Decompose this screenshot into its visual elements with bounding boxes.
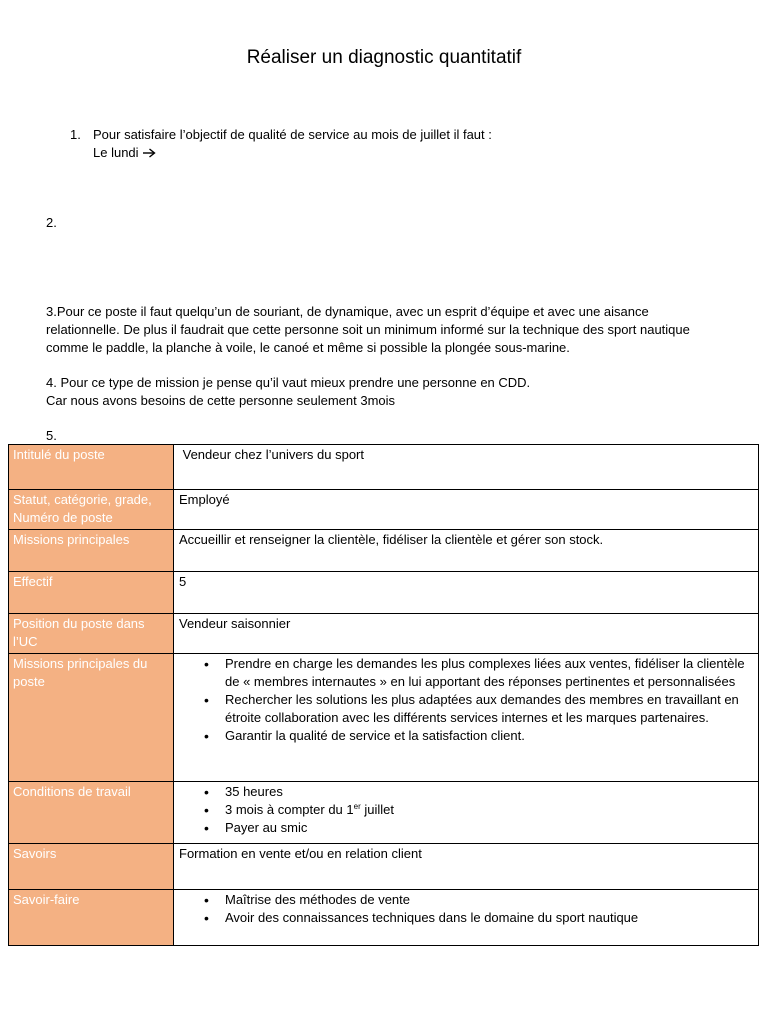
row-label: Conditions de travail: [9, 782, 174, 844]
list-item: • Payer au smic: [225, 819, 754, 837]
ordinal-superscript: er: [353, 802, 361, 811]
table-row: [9, 445, 759, 490]
list-item: [225, 801, 754, 819]
list-item-body: [93, 126, 653, 162]
list-item: • Garantir la qualité de service et la satisfaction client.: [225, 727, 754, 745]
row-value: Accueillir et renseigner la clientèle, fidéliser la clientèle et gérer son stock.: [174, 530, 759, 572]
row-label: Missions principales du poste: [9, 654, 174, 782]
paragraph-4: [46, 374, 726, 410]
row-label: Position du poste dans l’UC: [9, 614, 174, 654]
table-row: [9, 890, 759, 946]
paragraph-3: 3.Pour ce poste il faut quelqu’un de souriant, de dynamique, avec un esprit d’équipe et avec une aisance relationnelle. De plus il faudrait que cette personne soit un minimum informé sur la technique des sport nautique comme le paddle, la planche à voile, le canoé et même si possible la plongée sous-marine.: [46, 304, 690, 355]
table-row: [9, 844, 759, 890]
list-item-2: 2.: [46, 215, 57, 230]
row-value: [174, 890, 759, 946]
row-label: Intitulé du poste: [9, 445, 174, 490]
list-item: • Prendre en charge les demandes les plus complexes liées aux ventes, fidéliser la clientèle de « membres internautes » en lui apportant des réponses pertinentes et personnalisées: [225, 655, 754, 691]
monday-line: [93, 144, 653, 162]
row-value: Employé: [174, 490, 759, 530]
page-title: Réaliser un diagnostic quantitatif: [246, 47, 522, 68]
monday-label: Le lundi: [93, 145, 139, 160]
row-label: Statut, catégorie, grade, Numéro de poste: [9, 490, 174, 530]
objective-text: Pour satisfaire l’objectif de qualité de service au mois de juillet il faut :: [93, 127, 492, 142]
arrow-right-icon: [142, 148, 156, 158]
row-value: Vendeur chez l’univers du sport: [174, 445, 759, 490]
duration-text: 3 mois à compter du 1: [225, 802, 354, 817]
month-text: juillet: [360, 802, 394, 817]
row-label: Savoir-faire: [9, 890, 174, 946]
row-value: [174, 654, 759, 782]
list-number: 1.: [70, 127, 81, 142]
bullet-list: [179, 891, 754, 927]
table-row: [9, 782, 759, 844]
row-label: Savoirs: [9, 844, 174, 890]
row-label: Missions principales: [9, 530, 174, 572]
paragraph-4-line-2: Car nous avons besoins de cette personne seulement 3mois: [46, 393, 396, 408]
row-value: 5: [174, 572, 759, 614]
list-item: • 35 heures: [225, 783, 754, 801]
row-value: Formation en vente et/ou en relation client: [174, 844, 759, 890]
bullet-list: [179, 655, 754, 745]
table-row: [9, 572, 759, 614]
list-item: • Rechercher les solutions les plus adaptées aux demandes des membres en travaillant en étroite collaboration avec les différents services internes et les marques partenaires.: [225, 691, 754, 727]
row-value: [174, 782, 759, 844]
list-item: • Maîtrise des méthodes de vente: [225, 891, 754, 909]
paragraph-4-line-1: 4. Pour ce type de mission je pense qu’il vaut mieux prendre une personne en CDD.: [46, 375, 531, 390]
job-description-table: [8, 444, 759, 946]
table-row: [9, 490, 759, 530]
table-row: [9, 530, 759, 572]
list-item-5: 5.: [46, 428, 57, 443]
table-row: [9, 614, 759, 654]
table-row: [9, 654, 759, 782]
bullet-list: [179, 783, 754, 837]
row-value: Vendeur saisonnier: [174, 614, 759, 654]
list-item: • Avoir des connaissances techniques dans le domaine du sport nautique: [225, 909, 754, 927]
row-label: Effectif: [9, 572, 174, 614]
